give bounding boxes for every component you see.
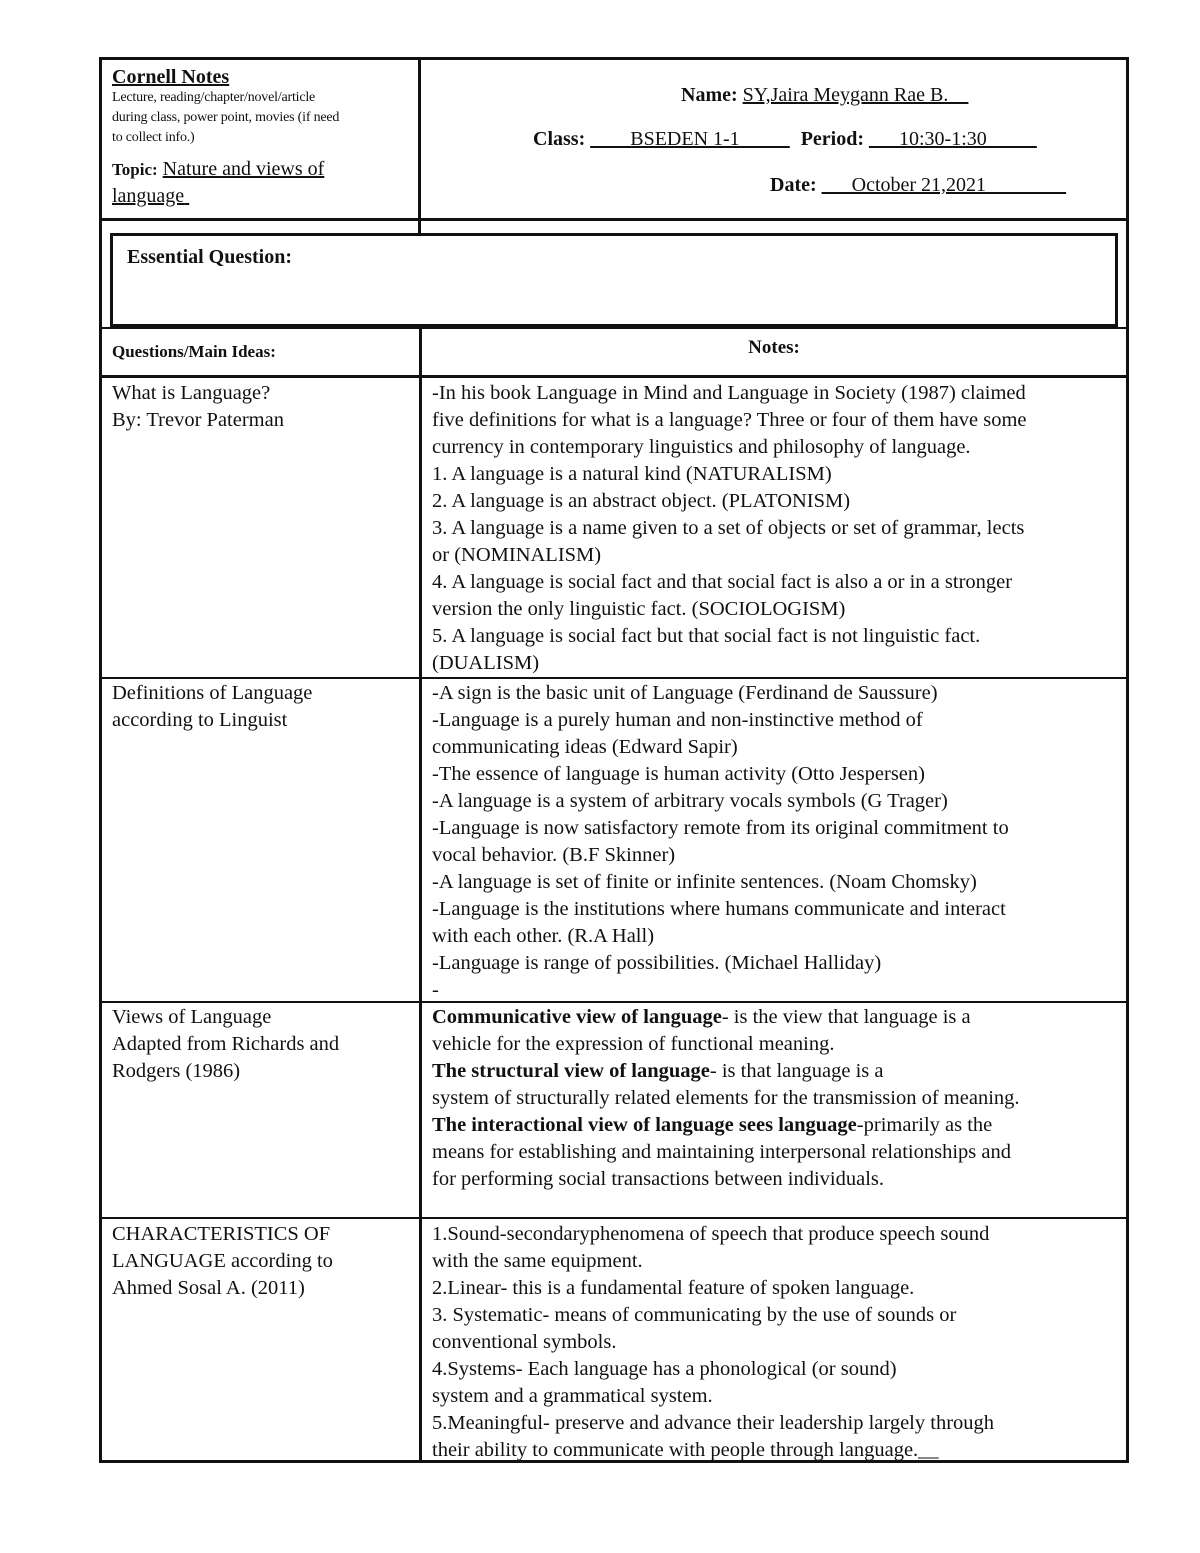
view-line: [432, 1004, 1122, 1031]
idea-line: LANGUAGE according to: [112, 1250, 333, 1272]
view-line: for performing social transactions between individuals.: [432, 1168, 885, 1190]
view-line: vehicle for the expression of functional meaning.: [432, 1033, 835, 1055]
idea-line: according to Linguist: [112, 709, 288, 731]
note-line: -Language is a purely human and non-instinctive method of: [432, 709, 923, 731]
class-row: [533, 128, 1037, 151]
note-line: -Language is range of possibilities. (Michael Halliday): [432, 952, 882, 974]
note-line: 3. A language is a name given to a set of objects or set of grammar, lects: [432, 517, 1025, 539]
idea-cell-1: [112, 380, 412, 434]
note-line: 5. A language is social fact but that social fact is not linguistic fact.: [432, 625, 981, 647]
subtitle-line: to collect info.): [112, 130, 195, 145]
note-cell-1: [432, 380, 1122, 677]
header-divider-stub: [418, 221, 421, 233]
note-line: -Language is the institutions where humans communicate and interact: [432, 898, 1006, 920]
view-term: The structural view of language: [432, 1060, 710, 1082]
idea-line: Definitions of Language: [112, 682, 313, 704]
view-term: The interactional view of language sees language: [432, 1114, 857, 1136]
idea-line: Views of Language: [112, 1006, 272, 1028]
topic-value-line-2: language: [112, 185, 185, 207]
note-line: with the same equipment.: [432, 1250, 643, 1272]
period-value: ___10:30-1:30_____: [869, 128, 1037, 150]
name-row: [681, 84, 968, 107]
note-line: 2.Linear- this is a fundamental feature of spoken language.: [432, 1277, 915, 1299]
note-line: version the only linguistic fact. (SOCIOLOGISM): [432, 598, 846, 620]
header-right: [421, 60, 1126, 218]
subtitle-line: Lecture, reading/chapter/novel/article: [112, 90, 316, 105]
note-line: -A sign is the basic unit of Language (Ferdinand de Saussure): [432, 682, 938, 704]
note-line: vocal behavior. (B.F Skinner): [432, 844, 676, 866]
cornell-notes-sheet: [99, 57, 1129, 1463]
note-line: -Language is now satisfactory remote from its original commitment to: [432, 817, 1009, 839]
note-cell-3: [432, 1004, 1122, 1193]
header-bottom-rule: [102, 218, 1126, 221]
idea-line: By: Trevor Paterman: [112, 409, 284, 431]
sheet-title: Cornell Notes: [112, 66, 230, 88]
note-line: 2. A language is an abstract object. (PLATONISM): [432, 490, 851, 512]
note-line: system and a grammatical system.: [432, 1385, 713, 1407]
view-text: - is that language is a: [709, 1060, 884, 1082]
view-text: - is the view that language is a: [721, 1006, 971, 1028]
note-line: communicating ideas (Edward Sapir): [432, 736, 738, 758]
note-line: -The essence of language is human activity (Otto Jespersen): [432, 763, 925, 785]
idea-line: Rodgers (1986): [112, 1060, 241, 1082]
idea-line: What is Language?: [112, 382, 271, 404]
row-rule-1: [102, 677, 1126, 679]
view-line: [432, 1112, 1122, 1139]
idea-cell-4: [112, 1221, 412, 1302]
date-label: Date:: [770, 174, 817, 196]
subtitle-line: during class, power point, movies (if need: [112, 110, 340, 125]
row-rule-3: [102, 1217, 1126, 1219]
note-line: 3. Systematic- means of communicating by the use of sounds or: [432, 1304, 957, 1326]
note-line: -: [432, 979, 439, 1001]
period-label: Period:: [800, 128, 864, 150]
sheet-subtitle: [112, 88, 412, 148]
note-cell-2: [432, 680, 1122, 1004]
name-label: Name:: [681, 84, 738, 106]
name-value: SY,Jaira Meygann Rae B.__: [742, 84, 969, 106]
notes-column-header: Notes:: [748, 337, 800, 358]
column-divider: [419, 327, 422, 1463]
topic-label: Topic:: [112, 160, 158, 179]
view-line: system of structurally related elements for the transmission of meaning.: [432, 1087, 1020, 1109]
note-line: conventional symbols.: [432, 1331, 617, 1353]
header-left: [112, 66, 412, 216]
idea-cell-3: [112, 1004, 412, 1085]
date-row: [770, 174, 1066, 197]
class-value: ____BSEDEN 1-1_____: [590, 128, 790, 150]
note-line: 1. A language is a natural kind (NATURALISM): [432, 463, 832, 485]
idea-line: Ahmed Sosal A. (2011): [112, 1277, 305, 1299]
topic-value-line-1: Nature and views of: [162, 158, 325, 180]
view-term: Communicative view of language: [432, 1006, 722, 1028]
note-cell-4: [432, 1221, 1122, 1464]
view-text: -primarily as the: [856, 1114, 993, 1136]
date-value: ___October 21,2021________: [821, 174, 1067, 196]
note-line: (DUALISM): [432, 652, 540, 674]
class-label: Class:: [533, 128, 586, 150]
idea-cell-2: [112, 680, 412, 734]
note-line: 4.Systems- Each language has a phonological (or sound): [432, 1358, 897, 1380]
note-line: 4. A language is social fact and that social fact is also a or in a stronger: [432, 571, 1013, 593]
idea-line: CHARACTERISTICS OF: [112, 1223, 331, 1245]
topic-block: [112, 156, 412, 209]
ideas-column-header: Questions/Main Ideas:: [112, 342, 276, 361]
idea-line: Adapted from Richards and: [112, 1033, 340, 1055]
column-header-bottom-rule: [102, 375, 1126, 378]
row-rule-2: [102, 1001, 1126, 1003]
note-line: -A language is set of finite or infinite sentences. (Noam Chomsky): [432, 871, 977, 893]
note-line: -A language is a system of arbitrary vocals symbols (G Trager): [432, 790, 948, 812]
view-line: [432, 1058, 1122, 1085]
view-line: means for establishing and maintaining interpersonal relationships and: [432, 1141, 1011, 1163]
note-line: 5.Meaningful- preserve and advance their leadership largely through: [432, 1412, 995, 1434]
note-line: with each other. (R.A Hall): [432, 925, 655, 947]
note-line: or (NOMINALISM): [432, 544, 602, 566]
note-line: their ability to communicate with people through language.__: [432, 1439, 939, 1461]
note-line: currency in contemporary linguistics and philosophy of language.: [432, 436, 971, 458]
essential-question-box: [110, 233, 1118, 327]
note-line: -In his book Language in Mind and Language in Society (1987) claimed: [432, 382, 1026, 404]
essential-question-label: Essential Question:: [127, 246, 293, 268]
note-line: five definitions for what is a language? Three or four of them have some: [432, 409, 1027, 431]
note-line: 1.Sound-secondaryphenomena of speech that produce speech sound: [432, 1223, 990, 1245]
